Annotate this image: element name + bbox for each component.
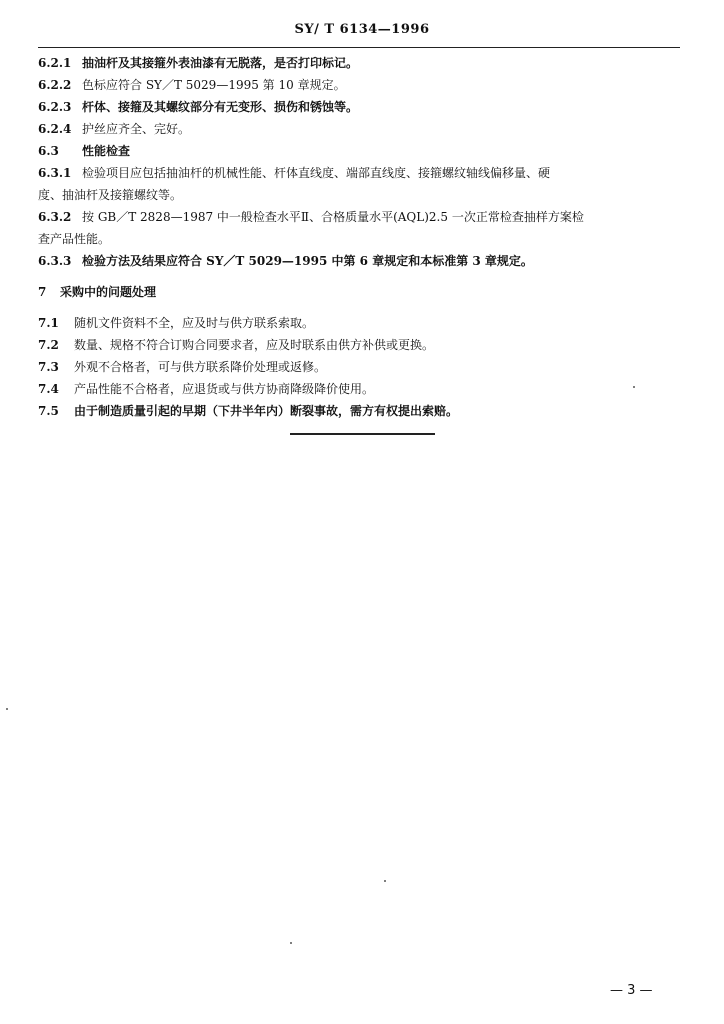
clause-text: 杆体、接箍及其螺纹部分有无变形、损伤和锈蚀等。 [82, 100, 359, 114]
clause-text: 随机文件资料不全，应及时与供方联系索取。 [74, 316, 315, 330]
clause-number: 7.3 [38, 360, 59, 374]
clause-number: 7.2 [38, 338, 59, 352]
clause-text: 外观不合格者，可与供方联系降价处理或返修。 [74, 360, 327, 374]
clause-7-3 [38, 356, 680, 378]
clause-6-3-2 [38, 206, 680, 228]
clause-number: 6.2.4 [38, 122, 72, 136]
clause-7-1 [38, 312, 680, 334]
section-title: 采购中的问题处理 [60, 285, 157, 299]
clause-number: 6.2.2 [38, 78, 72, 92]
section-title: 性能检查 [82, 144, 131, 158]
scan-speck [633, 386, 635, 388]
section-number: 7 [38, 285, 47, 299]
clause-text: 数量、规格不符合订购合同要求者，应及时联系由供方补供或更换。 [74, 338, 435, 352]
scan-speck [6, 708, 8, 710]
clause-6-3-2-continued [38, 228, 680, 250]
clause-text: 由于制造质量引起的早期（下井半年内）断裂事故，需方有权提出索赔。 [74, 404, 459, 418]
clause-text: 护丝应齐全、完好。 [82, 122, 191, 136]
clause-7-2 [38, 334, 680, 356]
clause-number: 6.3.2 [38, 210, 72, 224]
clause-6-3-3 [38, 250, 680, 272]
section-6-3-heading [38, 140, 680, 162]
clause-number: 7.1 [38, 316, 59, 330]
clause-6-3-1 [38, 162, 680, 184]
clause-7-5 [38, 400, 680, 422]
clause-6-3-1-continued [38, 184, 680, 206]
section-number: 6.3 [38, 144, 59, 158]
section-7-heading [38, 281, 680, 303]
clause-number: 7.4 [38, 382, 59, 396]
clause-text: 色标应符合 SY／T 5029—1995 第 10 章规定。 [82, 78, 346, 92]
clause-number: 6.3.1 [38, 166, 72, 180]
clause-number: 6.3.3 [38, 254, 72, 268]
clause-text: 检验项目应包括抽油杆的机械性能、杆体直线度、端部直线度、接箍螺纹轴线偏移量、硬 [82, 166, 551, 180]
clause-text: 抽油杆及其接箍外表油漆有无脱落，是否打印标记。 [82, 56, 359, 70]
end-of-text-rule [290, 433, 435, 435]
clause-number: 6.2.3 [38, 100, 72, 114]
page-number: — 3 — [610, 983, 653, 998]
clause-text: 按 GB／T 2828—1987 中一般检查水平Ⅱ、合格质量水平(AQL)2.5 一次正常检查抽样方案检 [82, 210, 584, 224]
scan-speck [290, 942, 292, 944]
spacer [38, 272, 680, 281]
clause-text: 度、抽油杆及接箍螺纹等。 [38, 188, 183, 202]
scan-speck [384, 880, 386, 882]
clause-text: 产品性能不合格者，应退货或与供方协商降级降价使用。 [74, 382, 375, 396]
spacer [38, 303, 680, 312]
clause-6-2-4 [38, 118, 680, 140]
document-body [38, 52, 680, 422]
clause-7-4 [38, 378, 680, 400]
header-rule [38, 47, 680, 48]
clause-6-2-3 [38, 96, 680, 118]
document-header: SY/ T 6134—1996 [294, 22, 430, 37]
clause-6-2-2 [38, 74, 680, 96]
clause-6-2-1 [38, 52, 680, 74]
clause-text: 查产品性能。 [38, 232, 111, 246]
clause-number: 7.5 [38, 404, 59, 418]
clause-text: 检验方法及结果应符合 SY／T 5029—1995 中第 6 章规定和本标准第 3 章规定。 [82, 254, 533, 268]
clause-number: 6.2.1 [38, 56, 72, 70]
